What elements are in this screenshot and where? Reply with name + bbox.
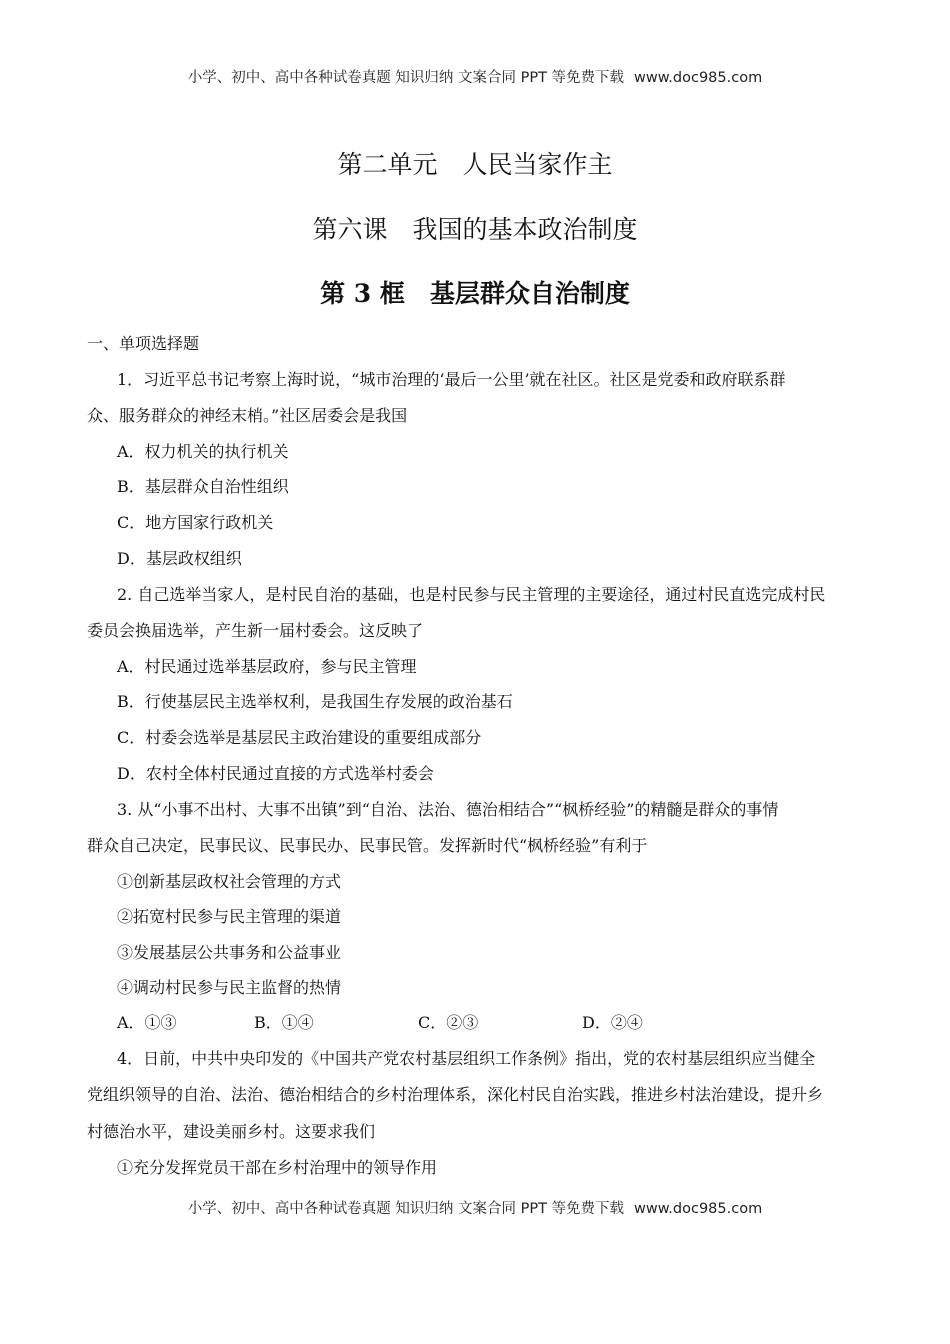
q4-stem-line3: 村德治水平，建设美丽乡村。这要求我们 <box>87 1122 376 1141</box>
q4-item-1: ①充分发挥党员干部在乡村治理中的领导作用 <box>117 1158 438 1177</box>
q3-option-d: D．②④ <box>582 1013 643 1032</box>
header-text: 小学、初中、高中各种试卷真题 知识归纳 文案合同 PPT 等免费下载 <box>187 70 625 86</box>
q3-item-4: ④调动村民参与民主监督的热情 <box>117 978 342 997</box>
q2-stem-line1: 2. 自己选举当家人，是村民自治的基础，也是村民参与民主管理的主要途径，通过村民直选完成村民 <box>117 585 826 604</box>
q1-option-b: B．基层群众自治性组织 <box>117 477 289 496</box>
q2-option-d: D．农村全体村民通过直接的方式选举村委会 <box>117 764 434 783</box>
q4-stem-line2: 党组织领导的自治、法治、德治相结合的乡村治理体系，深化村民自治实践，推进乡村法治建设，提升乡 <box>87 1085 824 1104</box>
page-footer <box>0 1197 950 1218</box>
page-header <box>0 66 950 87</box>
q3-stem-line1: 3. 从“小事不出村、大事不出镇”到“自治、法治、德治相结合”“枫桥经验”的精髓是群众的事情 <box>117 800 779 819</box>
footer-text: 小学、初中、高中各种试卷真题 知识归纳 文案合同 PPT 等免费下载 <box>187 1201 625 1217</box>
section-heading: 一、单项选择题 <box>87 334 200 353</box>
q1-option-a: A．权力机关的执行机关 <box>117 442 289 461</box>
q3-item-2: ②拓宽村民参与民主管理的渠道 <box>117 907 342 926</box>
q3-option-c: C．②③ <box>418 1013 479 1032</box>
q2-stem-line2: 委员会换届选举，产生新一届村委会。这反映了 <box>87 621 424 640</box>
q4-stem-line1: 4．日前，中共中央印发的《中国共产党农村基层组织工作条例》指出，党的农村基层组织应当健全 <box>117 1049 816 1068</box>
section-title: 第 3 框 基层群众自治制度 <box>320 279 630 308</box>
lesson-title: 第六课 我国的基本政治制度 <box>312 215 638 244</box>
q2-option-b: B．行使基层民主选举权利，是我国生存发展的政治基石 <box>117 692 513 711</box>
q3-option-a: A．①③ <box>117 1013 177 1032</box>
q1-option-d: D．基层政权组织 <box>117 549 242 568</box>
q3-option-b: B．①④ <box>254 1013 314 1032</box>
unit-title: 第二单元 人民当家作主 <box>337 150 613 179</box>
header-url[interactable]: www.doc985.com <box>634 70 763 86</box>
q3-item-1: ①创新基层政权社会管理的方式 <box>117 872 342 891</box>
q1-stem-line1: 1．习近平总书记考察上海时说，“城市治理的‘最后一公里’就在社区。社区是党委和政府联系群 <box>117 370 786 389</box>
q3-item-3: ③发展基层公共事务和公益事业 <box>117 943 342 962</box>
q2-option-a: A．村民通过选举基层政府，参与民主管理 <box>117 657 417 676</box>
footer-url[interactable]: www.doc985.com <box>634 1201 763 1217</box>
q1-stem-line2: 众、服务群众的神经末梢。”社区居委会是我国 <box>87 406 408 425</box>
q3-stem-line2: 群众自己决定，民事民议、民事民办、民事民管。发挥新时代“枫桥经验”有利于 <box>87 836 648 855</box>
q1-option-c: C．地方国家行政机关 <box>117 513 274 532</box>
q2-option-c: C．村委会选举是基层民主政治建设的重要组成部分 <box>117 728 482 747</box>
